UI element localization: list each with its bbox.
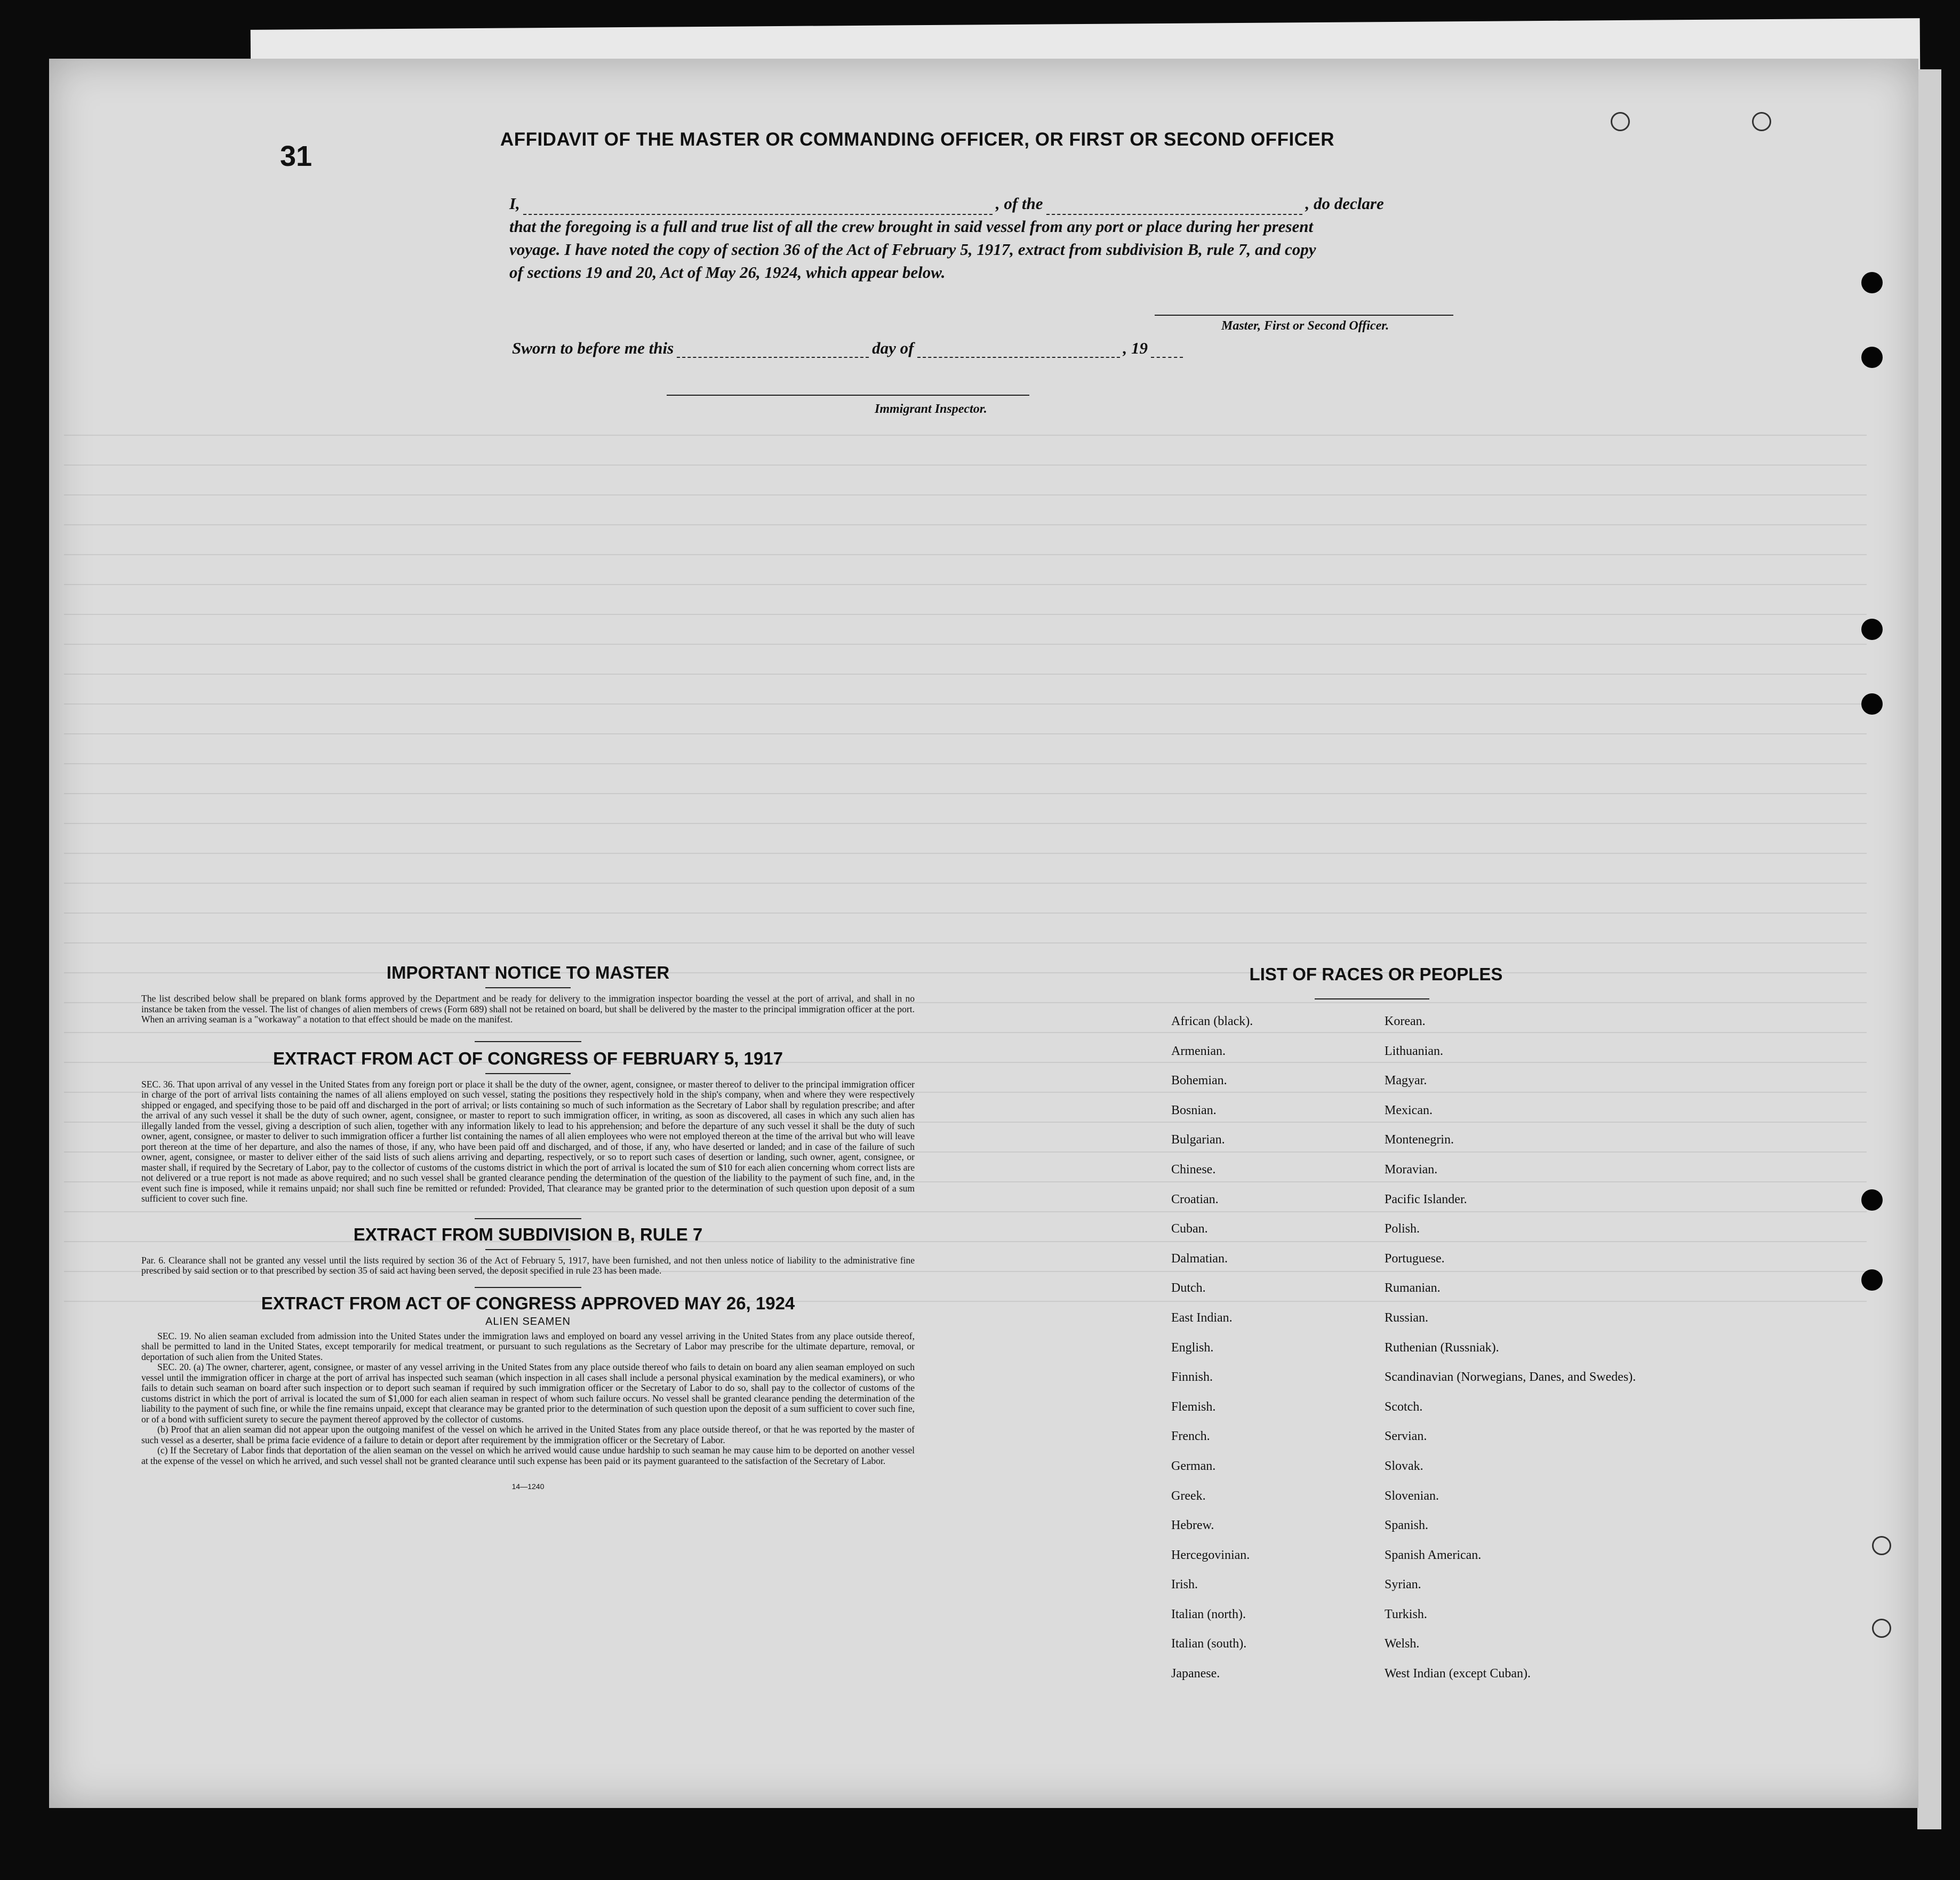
race-item: Slovenian. bbox=[1385, 1489, 1439, 1503]
notice-title: IMPORTANT NOTICE TO MASTER bbox=[386, 963, 670, 982]
binder-hole-ring bbox=[1872, 1619, 1891, 1638]
race-item: Croatian. bbox=[1171, 1192, 1219, 1206]
sworn-month-field[interactable] bbox=[917, 343, 1120, 358]
race-item: Scotch. bbox=[1385, 1399, 1423, 1414]
bleed-through-rule bbox=[64, 644, 1867, 645]
race-item: Pacific Islander. bbox=[1385, 1192, 1467, 1206]
legal-extracts bbox=[141, 963, 915, 1491]
inspector-signature-field[interactable] bbox=[667, 395, 1029, 396]
divider bbox=[485, 1249, 571, 1250]
race-item: German. bbox=[1171, 1459, 1216, 1473]
race-item: Flemish. bbox=[1171, 1399, 1216, 1414]
bleed-through-rule bbox=[64, 703, 1867, 705]
affidavit-line-3: voyage. I have noted the copy of section 36 of the Act of February 5, 1917, extract from subdivision B, rule 7, and copy bbox=[509, 240, 1316, 259]
race-item: Korean. bbox=[1385, 1014, 1426, 1028]
extract-rule7-text: Par. 6. Clearance shall not be granted any vessel until the lists required by section 36 of the Act of February 5, 1917, have been furnished, and not then unless notice of liability to the administrative fine prescribed by said section or to that prescribed by section 35 of said act having been served, the deposit specified in rule 23 has been made. bbox=[141, 1254, 915, 1276]
extract-1917-title: EXTRACT FROM ACT OF CONGRESS OF FEBRUARY 5, 1917 bbox=[273, 1048, 783, 1068]
race-item: East Indian. bbox=[1171, 1310, 1233, 1325]
affidavit-line-2: that the foregoing is a full and true list of all the crew brought in said vessel from any port or place during her present bbox=[509, 217, 1314, 236]
race-item: Bosnian. bbox=[1171, 1103, 1217, 1117]
race-item: Armenian. bbox=[1171, 1044, 1226, 1058]
affidavit-declaration-line bbox=[509, 192, 1496, 215]
binder-hole bbox=[1861, 1269, 1883, 1291]
bleed-through-rule bbox=[64, 883, 1867, 884]
race-item: Portuguese. bbox=[1385, 1251, 1445, 1266]
races-title: LIST OF RACES OR PEOPLES bbox=[1249, 964, 1503, 984]
race-item: Irish. bbox=[1171, 1578, 1198, 1592]
divider bbox=[475, 1218, 581, 1219]
binder-hole bbox=[1861, 1189, 1883, 1211]
affidavit-i-label: I, bbox=[509, 194, 520, 213]
extract-1917-text: SEC. 36. That upon arrival of any vessel in the United States from any foreign port or place it shall be the duty of the owner, agent, consignee, or master thereof to deliver to the principal immigration officer in charge of the port of arrival lists containing the names of all aliens employed on such vessel, stating the positions they respectively hold in the ship's company, when and where they were respectively shipped or engaged, and specifying those to be paid off and discharged in the port of arrival; or lists containing so much of such information as the Secretary of Labor shall by regulation prescribe; and after the arrival of any such vessel it shall be the duty of such owner, agent, consignee, or master to report to such immigration officer, in writing, as soon as discovered, all cases in which any such alien has illegally landed from the vessel, giving a description of such alien, together with any information likely to lead to his apprehension; and before the departure of any such vessel it shall be the duty of such owner, agent, consignee, or master to deliver to such immigration officer a further list containing the names of all alien employees who were not employed thereon at the time of the arrival but who will leave port thereon at the time of her departure, and also the names of those, if any, who have been paid off and discharged, and of those, if any, who have deserted or landed; and in case of the failure of such owner, agent, consignee, or master to deliver either of the said lists of such aliens arriving and departing, respectively, or so to report such cases of desertion or landing, such owner, agent, consignee, or master shall, if required by the Secretary of Labor, pay to the collector of customs of the customs district in which the port of arrival is located the sum of $10 for each alien concerning whom correct lists are not delivered or a true report is not made as above required; and no such vessel shall be granted clearance pending the determination of the question of the liability to the payment of such fine, and, in the event such fine is imposed, while it remains unpaid; nor shall such fine be remitted or refunded: Provided, That clearance may be granted prior to the determination of such question upon deposit of a sum sufficient to cover such fine. bbox=[141, 1078, 915, 1204]
affidavit-declare-label: , do declare bbox=[1305, 194, 1384, 213]
race-item: West Indian (except Cuban). bbox=[1385, 1667, 1531, 1681]
race-item: Italian (north). bbox=[1171, 1607, 1246, 1621]
bleed-through-rule bbox=[64, 465, 1867, 466]
binder-hole bbox=[1861, 272, 1883, 293]
race-item: Bohemian. bbox=[1171, 1074, 1227, 1088]
binder-hole bbox=[1861, 347, 1883, 368]
bleed-through-rule bbox=[64, 853, 1867, 854]
bleed-through-rule bbox=[64, 942, 1867, 943]
affidavit-title: AFFIDAVIT OF THE MASTER OR COMMANDING OFFICER, OR FIRST OR SECOND OFFICER bbox=[500, 129, 1335, 150]
race-item: Finnish. bbox=[1171, 1370, 1213, 1385]
binder-hole bbox=[1861, 619, 1883, 640]
extract-1924-sec20c: (c) If the Secretary of Labor finds that deportation of the alien seaman on the vessel on which he arrived would cause undue hardship to such seaman he may cause him to be deported on another vessel at the expense of the vessel on which he arrived, and such vessel shall not be granted clearance until such expense has been paid or its payment guaranteed to the satisfaction of the Secretary of Labor. bbox=[141, 1445, 915, 1466]
affidavit-body bbox=[509, 192, 1496, 284]
extract-1924-sec20b: (b) Proof that an alien seaman did not appear upon the outgoing manifest of the vessel on which he arrived in the United States from any place outside thereof, or that he was reported by the master of such vessel as a deserter, shall be prima facie evidence of a failure to detain or deport after requirement by the immigration officer or the Secretary of Labor. bbox=[141, 1424, 915, 1445]
master-signature-field[interactable] bbox=[1155, 315, 1453, 316]
race-item: Turkish. bbox=[1385, 1607, 1427, 1621]
bleed-through-rule bbox=[64, 435, 1867, 436]
extract-1924-sec19: SEC. 19. No alien seaman excluded from admission into the United States under the immigration laws and employed on board any vessel arriving in the United States from any place outside thereof, shall be permitted to land in the United States, except temporarily for medical treatment, or pursuant to such regulations as the Secretary of Labor may prescribe for the ultimate departure, removal, or deportation of such alien from the United States. bbox=[141, 1330, 915, 1362]
race-item: African (black). bbox=[1171, 1014, 1253, 1028]
race-item: Hebrew. bbox=[1171, 1518, 1214, 1533]
race-item: Chinese. bbox=[1171, 1162, 1216, 1177]
sworn-year-field[interactable] bbox=[1151, 343, 1183, 358]
race-item: Slovak. bbox=[1385, 1459, 1423, 1473]
sworn-year-label: , 19 bbox=[1123, 339, 1148, 357]
binder-hole bbox=[1861, 693, 1883, 715]
race-item: Servian. bbox=[1385, 1429, 1427, 1444]
divider bbox=[475, 1041, 581, 1042]
page-number: 31 bbox=[280, 140, 313, 172]
bleed-through-rule bbox=[64, 614, 1867, 615]
bleed-through-rule bbox=[64, 524, 1867, 525]
notice-text: The list described below shall be prepared on blank forms approved by the Department and be ready for delivery to the immigration inspector boarding the vessel at the port of arrival, and shall in no instance be taken from the vessel. The list of changes of alien members of crews (Form 689) shall not be retained on board, but shall be delivered by the master to the principal immigration officer at the port. When an arriving seaman is a "workaway" a notation to that effect should be made on the manifest. bbox=[141, 993, 915, 1025]
race-item: English. bbox=[1171, 1340, 1214, 1355]
vessel-name-field[interactable] bbox=[1046, 200, 1302, 215]
affidavit-of-the-label: , of the bbox=[995, 194, 1043, 213]
race-item: Cuban. bbox=[1171, 1222, 1208, 1236]
bleed-through-rule bbox=[64, 584, 1867, 585]
race-item: Hercegovinian. bbox=[1171, 1548, 1250, 1562]
binder-hole-ring bbox=[1872, 1536, 1891, 1555]
master-signature-label: Master, First or Second Officer. bbox=[1221, 319, 1389, 333]
extract-rule7-title: EXTRACT FROM SUBDIVISION B, RULE 7 bbox=[353, 1224, 703, 1244]
race-item: Spanish. bbox=[1385, 1518, 1429, 1533]
race-item: Ruthenian (Russniak). bbox=[1385, 1340, 1499, 1355]
extract-1924-sec20a: SEC. 20. (a) The owner, charterer, agent, consignee, or master of any vessel arriving in the United States from any place outside thereof who fails to detain on board any alien seaman employed on such vessel until the immigration officer in charge at the port of arrival has inspected such seaman (which inspection in all cases shall include a personal physical examination by the medical examiners), or who fails to detain such seaman on board after such inspection or to deport such seaman if required by such immigration officer or the Secretary of Labor to do so, shall pay to the collector of customs of the customs district in which the port of arrival is located the sum of $1,000 for each alien seaman in respect of whom such failure occurs. No vessel shall be granted clearance pending the determination of the liability to the payment of such fine, or while the fine remains unpaid, except that clearance may be granted prior to the determination of such question upon the deposit of a sum sufficient to cover such fine, or of a bond with sufficient surety to secure the payment thereof approved by the collector of customs. bbox=[141, 1362, 915, 1425]
race-item: Mexican. bbox=[1385, 1103, 1433, 1117]
divider bbox=[1315, 998, 1429, 999]
race-item: Russian. bbox=[1385, 1310, 1429, 1325]
sworn-day-field[interactable] bbox=[677, 343, 869, 358]
race-item: Lithuanian. bbox=[1385, 1044, 1443, 1058]
race-item: Rumanian. bbox=[1385, 1281, 1441, 1295]
race-item: Spanish American. bbox=[1385, 1548, 1482, 1562]
bleed-through-rule bbox=[64, 494, 1867, 495]
divider bbox=[485, 987, 571, 988]
race-item: Bulgarian. bbox=[1171, 1133, 1225, 1147]
races-list bbox=[1171, 1013, 1651, 1695]
extract-1924-subtitle: ALIEN SEAMEN bbox=[485, 1315, 571, 1327]
binder-hole-ring bbox=[1752, 112, 1771, 131]
race-item: Welsh. bbox=[1385, 1637, 1420, 1651]
sworn-label: Sworn to before me this bbox=[512, 339, 674, 357]
race-item: Dutch. bbox=[1171, 1281, 1206, 1295]
race-item: Montenegrin. bbox=[1385, 1133, 1454, 1147]
bleed-through-rule bbox=[64, 554, 1867, 555]
inspector-label: Immigrant Inspector. bbox=[875, 402, 987, 416]
binder-hole-ring bbox=[1611, 112, 1630, 131]
divider bbox=[475, 1287, 581, 1288]
declarant-name-field[interactable] bbox=[523, 200, 993, 215]
form-number: 14—1240 bbox=[511, 1482, 545, 1491]
race-item: Dalmatian. bbox=[1171, 1251, 1228, 1266]
bleed-through-rule bbox=[64, 823, 1867, 824]
race-item: Italian (south). bbox=[1171, 1637, 1247, 1651]
race-item: Syrian. bbox=[1385, 1578, 1421, 1592]
divider bbox=[485, 1073, 571, 1074]
race-item: French. bbox=[1171, 1429, 1210, 1444]
bleed-through-rule bbox=[64, 733, 1867, 734]
sworn-day-of-label: day of bbox=[872, 339, 914, 357]
sworn-line bbox=[512, 339, 1259, 358]
bleed-through-rule bbox=[64, 913, 1867, 914]
race-item: Japanese. bbox=[1171, 1667, 1220, 1681]
affidavit-line-4: of sections 19 and 20, Act of May 26, 1924, which appear below. bbox=[509, 263, 946, 282]
race-item: Moravian. bbox=[1385, 1162, 1438, 1177]
extract-1924-title: EXTRACT FROM ACT OF CONGRESS APPROVED MAY 26, 1924 bbox=[261, 1293, 795, 1313]
race-item: Scandinavian (Norwegians, Danes, and Swedes). bbox=[1385, 1370, 1636, 1385]
bleed-through-rule bbox=[64, 674, 1867, 675]
underlying-page-edge bbox=[1917, 69, 1941, 1829]
race-item: Greek. bbox=[1171, 1489, 1206, 1503]
bleed-through-rule bbox=[64, 793, 1867, 794]
bleed-through-rule bbox=[64, 763, 1867, 764]
race-item: Magyar. bbox=[1385, 1074, 1427, 1088]
race-item: Polish. bbox=[1385, 1222, 1420, 1236]
